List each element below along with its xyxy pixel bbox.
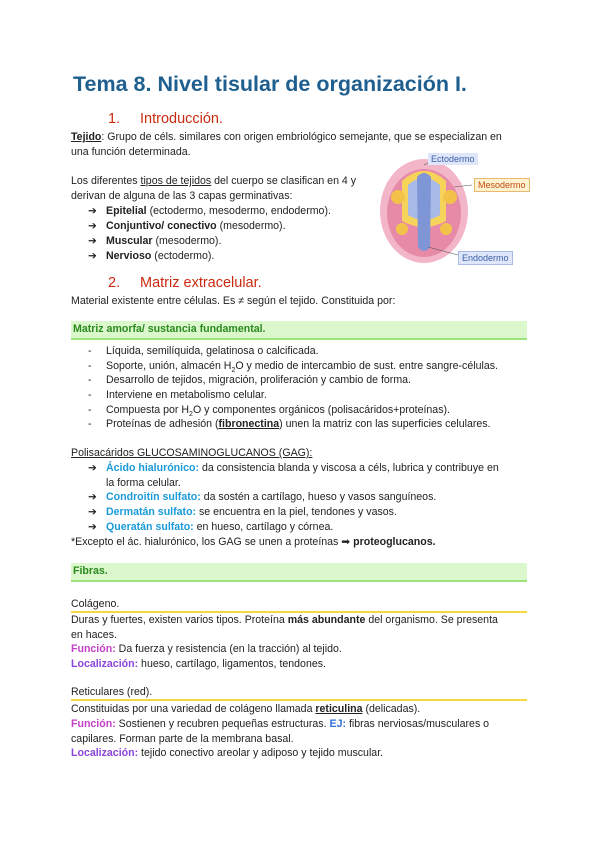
gag-item	[88, 505, 397, 520]
gag-item	[88, 461, 499, 476]
amorfa-item: - Proteínas de adhesión (fibronectina) unen la matriz con las superficies celulares.	[88, 418, 491, 430]
matriz-intro: Material existente entre células. Es ≠ según el tejido. Constituida por:	[71, 295, 396, 307]
colageno-funcion	[71, 642, 342, 657]
germ-layers-figure	[362, 151, 528, 269]
amorfa-item: - Líquida, semilíquida, gelatinosa o calcificada.	[88, 345, 319, 357]
arrow-icon: ➔	[88, 250, 97, 262]
reticulares-text: (delicadas).	[362, 703, 421, 715]
yellow-divider	[71, 699, 527, 701]
tipo-name: Epitelial	[106, 205, 147, 217]
gag-item	[88, 520, 333, 535]
label-mesodermo: Mesodermo	[474, 178, 530, 192]
fibronectina-term: fibronectina	[218, 418, 280, 430]
label-ectodermo: Ectodermo	[428, 153, 478, 165]
band-fibras	[71, 563, 527, 582]
gag-desc: da sostén a cartílago, hueso y vasos sanguíneos.	[200, 491, 437, 503]
colageno-localizacion	[71, 657, 326, 672]
tipo-desc: (ectodermo, mesodermo, endodermo).	[146, 205, 331, 217]
subscript: 2	[189, 411, 193, 419]
amorfa-text-rest: O y medio de intercambio de sust. entre sangre-células.	[235, 360, 498, 372]
ej-text: fibras nerviosas/musculares o	[346, 718, 490, 730]
localizacion-text: hueso, cartílago, ligamentos, tendones.	[138, 658, 326, 670]
reticulares-line-3: capilares. Forman parte de la membrana basal.	[71, 733, 294, 745]
gag-desc: se encuentra en la piel, tendones y vasos.	[196, 506, 397, 518]
colageno-text: Duras y fuertes, existen varios tipos. Proteína	[71, 614, 288, 626]
tipos-post: del cuerpo se clasifican en 4 y	[211, 175, 357, 187]
amorfa-text: Interviene en metabolismo celular.	[106, 389, 267, 401]
right-arrow-icon: ➡	[341, 536, 351, 548]
tipo-desc: (mesodermo).	[152, 235, 222, 247]
amorfa-text: Soporte, unión, almacén H	[106, 360, 232, 372]
tipo-name: Conjuntivo/ conectivo	[106, 220, 217, 232]
arrow-icon: ➔	[88, 220, 97, 232]
gag-name: Ácido hialurónico:	[106, 462, 199, 474]
gag-item-cont: la forma celular.	[106, 477, 181, 489]
arrow-icon: ➔	[88, 235, 97, 247]
amorfa-item: - Desarrollo de tejidos, migración, proliferación y cambio de forma.	[88, 374, 411, 386]
funcion-text: Da fuerza y resistencia (en la tracción) al tejido.	[115, 643, 342, 655]
colageno-line-1	[71, 613, 498, 628]
reticulares-heading: Reticulares (red).	[71, 686, 153, 698]
colageno-bold: más abundante	[287, 614, 366, 626]
arrow-icon: ➔	[88, 205, 97, 217]
tipos-term: tipos de tejidos	[140, 175, 212, 187]
amorfa-item: - Interviene en metabolismo celular.	[88, 389, 267, 401]
reticulares-localizacion	[71, 746, 383, 761]
section-heading-2	[108, 275, 262, 291]
colageno-text: del organismo. Se presenta	[365, 614, 498, 626]
tejido-line-2: una función determinada.	[71, 146, 191, 158]
tipo-name: Muscular	[106, 235, 153, 247]
gag-name: Condroitín sulfato:	[106, 491, 201, 503]
tipo-desc: (ectodermo).	[151, 250, 215, 262]
gag-heading	[71, 446, 312, 461]
tipos-line-1	[71, 174, 356, 189]
amorfa-text: Proteínas de adhesión (	[106, 418, 219, 430]
arrow-icon: ➔	[88, 462, 97, 474]
tejido-term: Tejido	[71, 131, 102, 143]
amorfa-text: Desarrollo de tejidos, migración, proliferación y cambio de forma.	[106, 374, 411, 386]
proteoglucanos-term: proteoglucanos.	[350, 536, 436, 548]
gag-name: Queratán sulfato:	[106, 521, 194, 533]
band-matriz-amorfa	[71, 321, 527, 340]
band-label: Fibras.	[73, 565, 108, 577]
localizacion-text: tejido conectivo areolar y adiposo y tejido muscular.	[138, 747, 384, 759]
section-label: Matriz extracelular.	[140, 275, 262, 291]
ej-label: EJ:	[329, 718, 346, 730]
label-endodermo: Endodermo	[458, 251, 513, 265]
subscript: 2	[231, 367, 236, 375]
reticulina-term: reticulina	[315, 703, 363, 715]
funcion-text: Sostienen y recubren pequeñas estructuras.	[115, 718, 330, 730]
reticulares-text: Constituidas por una variedad de colágeno llamada	[71, 703, 316, 715]
arrow-icon: ➔	[88, 491, 97, 503]
tipo-name: Nervioso	[106, 250, 152, 262]
arrow-icon: ➔	[88, 506, 97, 518]
section-number: 2.	[108, 275, 121, 291]
amorfa-item: - Soporte, unión, almacén $H_2O$ y medio de intercambio de sust. entre sangre-células.	[88, 360, 498, 375]
tipo-item	[88, 234, 221, 249]
colageno-line-2: en haces.	[71, 629, 117, 641]
gag-note-text: *Excepto el ác. hialurónico, los GAG se unen a proteínas	[71, 536, 342, 548]
tejido-line-1	[71, 130, 502, 145]
amorfa-text: Líquida, semilíquida, gelatinosa o calcificada.	[106, 345, 319, 357]
section-label: Introducción.	[140, 111, 224, 127]
gag-desc: da consistencia blanda y viscosa a céls, lubrica y contribuye en	[199, 462, 499, 474]
amorfa-text-rest: O y componentes orgánicos (polisacáridos+proteínas).	[192, 404, 450, 416]
tipos-pre: Los diferentes	[71, 175, 141, 187]
tipo-item	[88, 219, 286, 234]
amorfa-text: Compuesta por H	[106, 404, 190, 416]
reticulares-funcion	[71, 717, 489, 732]
funcion-label: Función:	[71, 718, 116, 730]
funcion-label: Función:	[71, 643, 116, 655]
band-label: Matriz amorfa/ sustancia fundamental.	[73, 323, 266, 335]
section-heading-1	[108, 111, 223, 127]
localizacion-label: Localización:	[71, 747, 139, 759]
amorfa-text-rest: ) unen la matriz con las superficies celulares.	[279, 418, 491, 430]
amorfa-item: - Compuesta por $H_2O$ y componentes orgánicos (polisacáridos+proteínas).	[88, 404, 450, 419]
arrow-icon: ➔	[88, 521, 97, 533]
tipo-item	[88, 249, 214, 264]
gag-desc: en hueso, cartílago y córnea.	[193, 521, 334, 533]
tejido-def: : Grupo de céls. similares con origen embriológico semejante, que se especializan en	[101, 131, 502, 143]
gag-note	[71, 535, 436, 550]
gag-item	[88, 490, 436, 505]
section-number: 1.	[108, 111, 121, 127]
tipo-item	[88, 204, 331, 219]
page-title: Tema 8. Nivel tisular de organización I.	[73, 72, 467, 96]
gag-name: Dermatán sulfato:	[106, 506, 197, 518]
tipos-line-2: derivan de alguna de las 3 capas germinativas:	[71, 190, 293, 202]
reticulares-line-1	[71, 702, 420, 717]
gag-heading-text: Polisacáridos GLUCOSAMINOGLUCANOS (GAG):	[71, 447, 313, 459]
localizacion-label: Localización:	[71, 658, 139, 670]
colageno-heading: Colágeno.	[71, 598, 120, 610]
tipo-desc: (mesodermo).	[216, 220, 286, 232]
